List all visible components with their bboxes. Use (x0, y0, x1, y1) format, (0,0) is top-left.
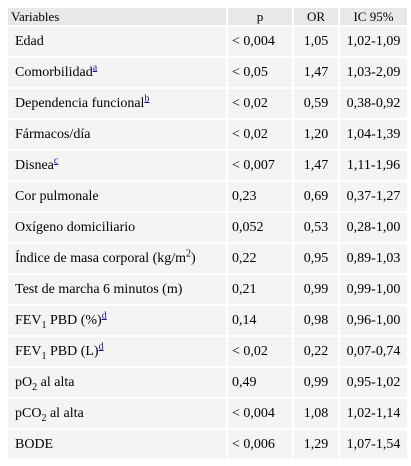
variable-name: Test de marcha 6 minutos (m) (15, 281, 183, 297)
variable-name: Dependencia funcional (15, 95, 145, 111)
footnote-link[interactable]: d (101, 309, 107, 321)
p-value-cell: 0,22 (228, 244, 292, 273)
variable-subscript: 1 (41, 350, 47, 362)
variable-superscript: 2 (186, 247, 192, 259)
footnote-link[interactable]: b (144, 92, 150, 104)
results-table (6, 6, 409, 461)
variable-name: FEV (15, 312, 42, 328)
ic-value-cell: 0,07-0,74 (340, 337, 407, 366)
or-value-cell: 0,69 (294, 182, 338, 211)
p-value-cell: < 0,007 (228, 151, 292, 180)
table-row (8, 430, 407, 459)
header-row (8, 8, 407, 25)
p-value-cell: < 0,006 (228, 430, 292, 459)
p-value-cell: 0,49 (228, 368, 292, 397)
table-row (8, 151, 407, 180)
variable-cell (8, 275, 226, 304)
variable-name: FEV (15, 343, 42, 359)
ic-value-cell: 0,96-1,00 (340, 306, 407, 335)
p-value-cell: < 0,02 (228, 89, 292, 118)
variable-cell (8, 182, 226, 211)
variable-cell (8, 399, 226, 428)
variable-name-rest: al alta (46, 405, 84, 421)
variable-cell (8, 213, 226, 242)
header-ic: IC 95% (340, 8, 407, 25)
or-value-cell: 0,95 (294, 244, 338, 273)
or-value-cell: 1,08 (294, 399, 338, 428)
results-table-container (8, 8, 401, 461)
variable-cell (8, 306, 226, 335)
or-value-cell: 0,22 (294, 337, 338, 366)
variable-name: Índice de masa corporal (kg/m (15, 250, 187, 266)
variable-subscript: 1 (41, 319, 47, 331)
variable-cell (8, 151, 226, 180)
table-row (8, 182, 407, 211)
variable-cell (8, 337, 226, 366)
table-row (8, 27, 407, 56)
ic-value-cell: 1,03-2,09 (340, 58, 407, 87)
variable-cell (8, 27, 226, 56)
header-p: p (228, 8, 292, 25)
variable-cell (8, 120, 226, 149)
or-value-cell: 0,59 (294, 89, 338, 118)
variable-name: Cor pulmonale (15, 188, 99, 204)
table-body (8, 27, 407, 459)
variable-name: BODE (15, 436, 54, 452)
variable-name-suffix: ) (191, 250, 196, 266)
p-value-cell: 0,23 (228, 182, 292, 211)
variable-subscript: 2 (32, 381, 38, 393)
variable-name: pCO (15, 405, 42, 421)
variable-name-rest: PBD (L) (46, 343, 99, 359)
p-value-cell: < 0,004 (228, 27, 292, 56)
variable-name: Comorbilidad (15, 64, 93, 80)
table-row (8, 213, 407, 242)
variable-name-rest: PBD (%) (46, 312, 102, 328)
table-row (8, 89, 407, 118)
table-row (8, 58, 407, 87)
footnote-link[interactable]: c (53, 154, 59, 166)
ic-value-cell: 1,11-1,96 (340, 151, 407, 180)
or-value-cell: 0,99 (294, 275, 338, 304)
ic-value-cell: 1,02-1,09 (340, 27, 407, 56)
ic-value-cell: 0,38-0,92 (340, 89, 407, 118)
footnote-link[interactable]: d (98, 340, 104, 352)
table-row (8, 275, 407, 304)
table-row (8, 399, 407, 428)
ic-value-cell: 1,07-1,54 (340, 430, 407, 459)
or-value-cell: 0,53 (294, 213, 338, 242)
table-row (8, 368, 407, 397)
p-value-cell: < 0,02 (228, 337, 292, 366)
ic-value-cell: 0,95-1,02 (340, 368, 407, 397)
footnote-link[interactable]: a (92, 61, 98, 73)
variable-name: pO (15, 374, 33, 390)
variable-name: Fármacos/día (15, 126, 91, 142)
header-or: OR (294, 8, 338, 25)
variable-cell (8, 244, 226, 273)
variable-subscript: 2 (41, 412, 47, 424)
or-value-cell: 1,05 (294, 27, 338, 56)
table-row (8, 337, 407, 366)
p-value-cell: < 0,05 (228, 58, 292, 87)
p-value-cell: 0,21 (228, 275, 292, 304)
variable-name: Edad (15, 33, 44, 49)
ic-value-cell: 0,89-1,03 (340, 244, 407, 273)
variable-cell (8, 58, 226, 87)
table-row (8, 306, 407, 335)
ic-value-cell: 0,28-1,00 (340, 213, 407, 242)
p-value-cell: < 0,02 (228, 120, 292, 149)
or-value-cell: 1,47 (294, 151, 338, 180)
variable-cell (8, 368, 226, 397)
p-value-cell: 0,14 (228, 306, 292, 335)
or-value-cell: 1,20 (294, 120, 338, 149)
or-value-cell: 0,99 (294, 368, 338, 397)
variable-name-rest: al alta (37, 374, 75, 390)
ic-value-cell: 1,02-1,14 (340, 399, 407, 428)
variable-name: Oxígeno domiciliario (15, 219, 136, 235)
header-variables: Variables (8, 8, 226, 25)
ic-value-cell: 0,99-1,00 (340, 275, 407, 304)
or-value-cell: 0,98 (294, 306, 338, 335)
variable-cell (8, 430, 226, 459)
ic-value-cell: 1,04-1,39 (340, 120, 407, 149)
table-header (8, 8, 407, 25)
ic-value-cell: 0,37-1,27 (340, 182, 407, 211)
table-row (8, 244, 407, 273)
table-row (8, 120, 407, 149)
variable-name: Disnea (15, 157, 54, 173)
p-value-cell: 0,052 (228, 213, 292, 242)
or-value-cell: 1,47 (294, 58, 338, 87)
or-value-cell: 1,29 (294, 430, 338, 459)
p-value-cell: < 0,004 (228, 399, 292, 428)
variable-cell (8, 89, 226, 118)
